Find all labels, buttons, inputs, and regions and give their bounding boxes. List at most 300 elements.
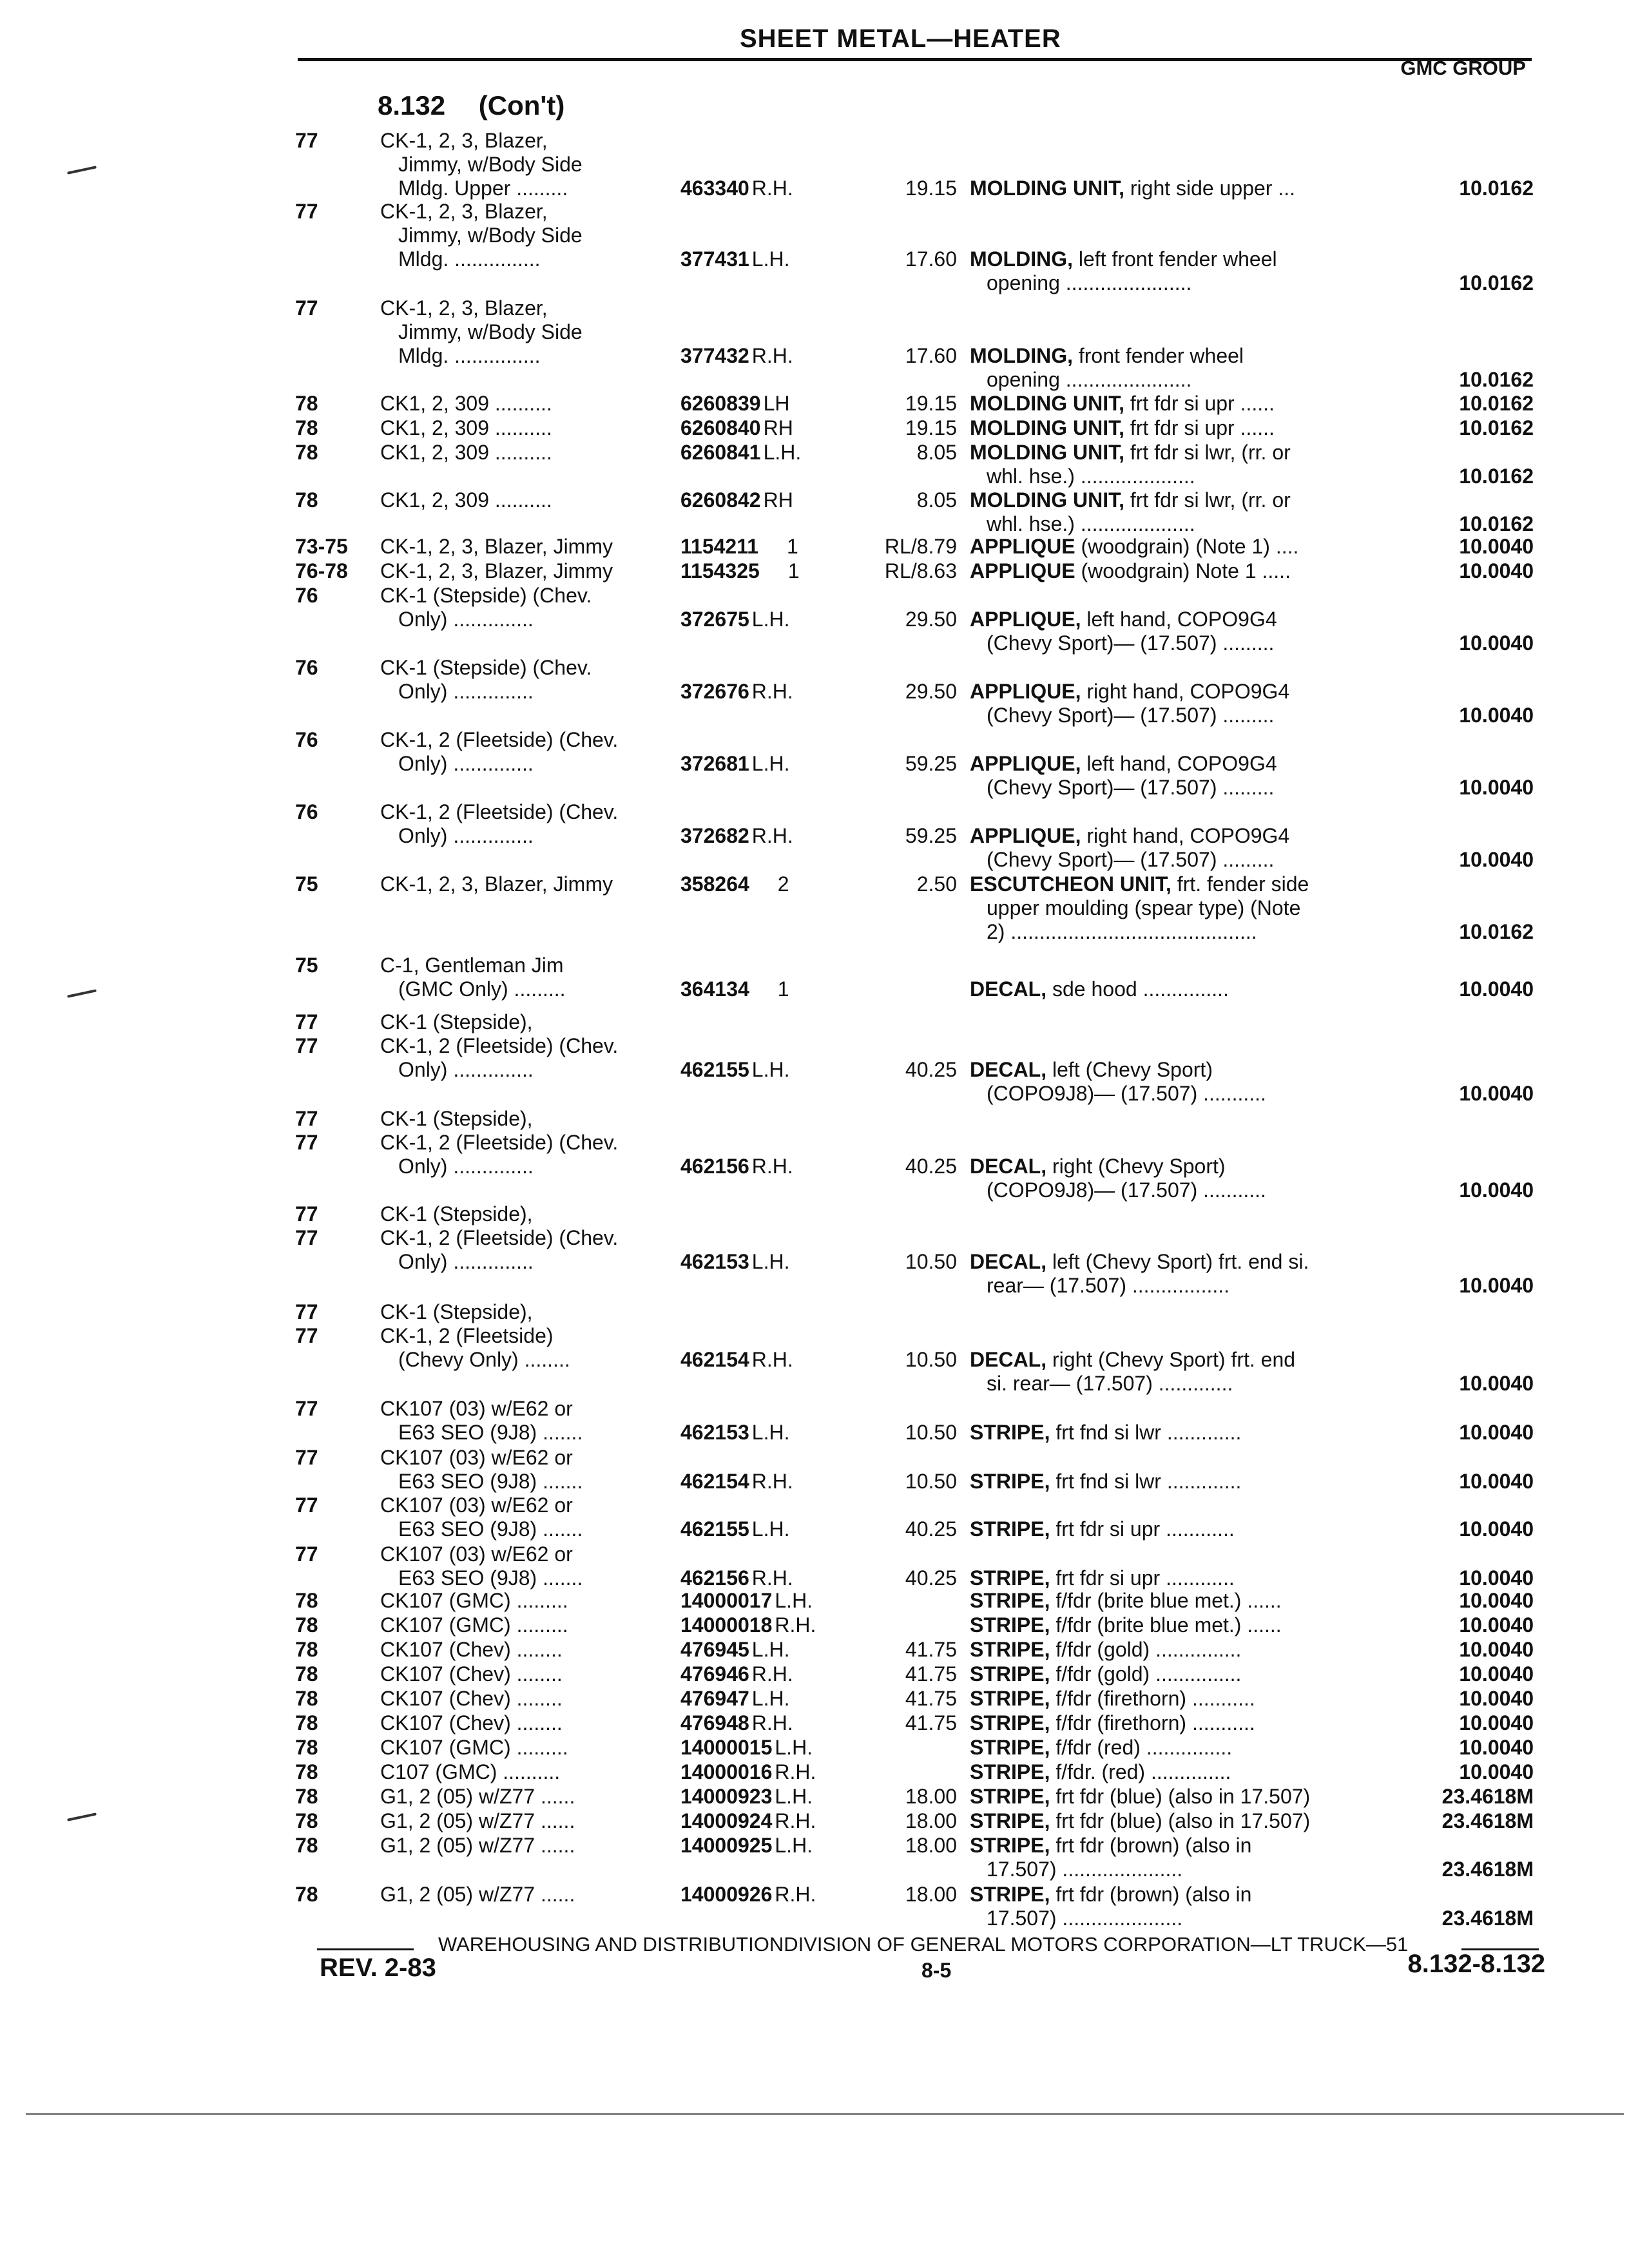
group-number: 10.0040 bbox=[1459, 1470, 1534, 1493]
model-line: CK107 (Chev) ........ bbox=[380, 1711, 563, 1735]
side-indicator: L.H. bbox=[775, 1785, 813, 1808]
model-line: CK-1, 2, 3, Blazer, bbox=[380, 296, 548, 320]
parts-entry bbox=[0, 1687, 1629, 1711]
part-name: STRIPE, bbox=[970, 1566, 1050, 1590]
part-number-cell bbox=[680, 1613, 854, 1637]
part-name: STRIPE, bbox=[970, 1711, 1050, 1735]
description-text: frt fdr si lwr, (rr. or bbox=[1130, 441, 1291, 464]
part-name: STRIPE, bbox=[970, 1470, 1050, 1493]
price: 41.75 bbox=[905, 1687, 957, 1710]
part-number-cell bbox=[680, 559, 854, 583]
year-value: 78 bbox=[295, 416, 318, 439]
part-name: STRIPE, bbox=[970, 1517, 1050, 1541]
description-line bbox=[970, 977, 1395, 1001]
year-value: 77 bbox=[295, 296, 318, 320]
model-line: Only) .............. bbox=[398, 608, 534, 631]
part-number: 1154211 bbox=[680, 535, 759, 558]
price: 18.00 bbox=[905, 1809, 957, 1832]
side-indicator: RH bbox=[763, 488, 793, 512]
group-number: 10.0162 bbox=[1459, 416, 1534, 439]
parts-entry bbox=[0, 1446, 1629, 1494]
year-value: 75 bbox=[295, 954, 318, 977]
part-name: STRIPE, bbox=[970, 1421, 1050, 1444]
section-title bbox=[378, 90, 564, 121]
revision-label: REV. 2-83 bbox=[320, 1954, 436, 1982]
part-description bbox=[970, 680, 1395, 727]
part-number-cell bbox=[680, 488, 854, 512]
side-indicator: L.H. bbox=[751, 1058, 790, 1081]
part-description bbox=[970, 559, 1395, 583]
side-indicator: L.H. bbox=[751, 1250, 790, 1273]
group-number: 10.0040 bbox=[1459, 1372, 1534, 1395]
model-line: CK-1, 2 (Fleetside) (Chev. bbox=[380, 1226, 619, 1249]
year-value: 77 bbox=[295, 1397, 318, 1420]
side-indicator: R.H. bbox=[751, 824, 793, 847]
parts-entry bbox=[0, 1662, 1629, 1686]
price: 18.00 bbox=[905, 1883, 957, 1906]
parts-entry bbox=[0, 296, 1629, 391]
part-number: 377432 bbox=[680, 344, 749, 367]
year-value: 78 bbox=[295, 1638, 318, 1661]
description-line bbox=[970, 1517, 1395, 1541]
model-description bbox=[380, 1687, 664, 1711]
year-value: 78 bbox=[295, 1687, 318, 1710]
description-line bbox=[970, 1058, 1395, 1082]
description-text: right hand, COPO9G4 bbox=[1086, 824, 1290, 847]
section-continued: (Con't) bbox=[478, 90, 565, 120]
description-text: frt fnd si lwr ............. bbox=[1055, 1421, 1242, 1444]
part-name: DECAL, bbox=[970, 1250, 1047, 1273]
section-number: 8.132 bbox=[378, 90, 446, 120]
model-description bbox=[380, 392, 664, 416]
part-name: STRIPE, bbox=[970, 1687, 1050, 1710]
side-indicator: L.H. bbox=[775, 1589, 813, 1612]
model-line: Jimmy, w/Body Side bbox=[398, 153, 583, 176]
part-number-cell bbox=[680, 872, 854, 896]
description-line bbox=[970, 247, 1395, 271]
description-text: f/fdr (gold) ............... bbox=[1055, 1662, 1242, 1686]
model-line: Only) .............. bbox=[398, 752, 534, 775]
part-number: 476946 bbox=[680, 1662, 749, 1686]
description-line bbox=[970, 1858, 1395, 1881]
part-name: DECAL, bbox=[970, 1348, 1047, 1371]
description-text: left (Chevy Sport) frt. end si. bbox=[1052, 1250, 1309, 1273]
model-description bbox=[380, 800, 664, 848]
description-text: (Chevy Sport)— (17.507) ......... bbox=[987, 848, 1275, 871]
model-line: CK107 (Chev) ........ bbox=[380, 1662, 563, 1686]
price: 29.50 bbox=[905, 608, 957, 631]
part-number: 377431 bbox=[680, 247, 749, 271]
parts-entry bbox=[0, 1397, 1629, 1445]
part-number: 14000924 bbox=[680, 1809, 773, 1832]
parts-entry bbox=[0, 728, 1629, 799]
price: 2.50 bbox=[916, 872, 957, 896]
part-number-cell bbox=[680, 1638, 854, 1662]
description-text: whl. hse.) .................... bbox=[987, 465, 1195, 488]
part-number-cell bbox=[680, 1348, 854, 1372]
group-number: 10.0040 bbox=[1459, 1711, 1534, 1735]
model-line: E63 SEO (9J8) ....... bbox=[398, 1566, 583, 1590]
part-name: DECAL, bbox=[970, 1155, 1047, 1178]
description-text: f/fdr (gold) ............... bbox=[1055, 1638, 1242, 1661]
part-number-cell bbox=[680, 416, 854, 440]
side-indicator: L.H. bbox=[751, 1687, 790, 1710]
part-name: STRIPE, bbox=[970, 1638, 1050, 1661]
part-number-cell bbox=[680, 177, 854, 200]
model-line: Mldg. Upper ......... bbox=[398, 177, 568, 200]
quantity: 2 bbox=[777, 872, 789, 896]
description-line bbox=[970, 1274, 1395, 1298]
model-description bbox=[380, 1809, 664, 1833]
description-line bbox=[970, 1736, 1395, 1760]
parts-entry bbox=[0, 584, 1629, 655]
description-line bbox=[970, 824, 1395, 848]
part-description bbox=[970, 392, 1395, 416]
description-text: right hand, COPO9G4 bbox=[1086, 680, 1290, 703]
price: 10.50 bbox=[905, 1470, 957, 1493]
model-description bbox=[380, 1300, 664, 1372]
year-value: 78 bbox=[295, 392, 318, 415]
model-line: CK1, 2, 309 .......... bbox=[380, 392, 552, 415]
part-description bbox=[970, 1687, 1395, 1711]
side-indicator: R.H. bbox=[751, 177, 793, 200]
description-line bbox=[970, 1662, 1395, 1686]
description-text: frt fdr si upr ............ bbox=[1055, 1566, 1235, 1590]
model-line: CK-1, 2, 3, Blazer, Jimmy bbox=[380, 535, 613, 558]
price: 17.60 bbox=[905, 344, 957, 367]
description-line bbox=[970, 1589, 1395, 1613]
parts-entry bbox=[0, 1010, 1629, 1105]
part-number-cell bbox=[680, 1058, 854, 1082]
description-line bbox=[970, 559, 1395, 583]
model-line: CK107 (03) w/E62 or bbox=[380, 1494, 573, 1517]
description-line bbox=[970, 1613, 1395, 1637]
part-number: 14000015 bbox=[680, 1736, 773, 1759]
footer-rule bbox=[317, 1948, 414, 1950]
year-value: 78 bbox=[295, 1760, 318, 1783]
model-line: CK-1 (Stepside) (Chev. bbox=[380, 584, 592, 607]
part-number: 372681 bbox=[680, 752, 749, 775]
description-line bbox=[970, 776, 1395, 800]
model-description bbox=[380, 728, 664, 776]
part-name: STRIPE, bbox=[970, 1662, 1050, 1686]
model-line: CK-1 (Stepside), bbox=[380, 1202, 533, 1225]
model-line: (GMC Only) ......... bbox=[398, 977, 566, 1001]
part-number-cell bbox=[680, 1711, 854, 1735]
model-description bbox=[380, 1662, 664, 1686]
group-number: 23.4618M bbox=[1441, 1809, 1534, 1832]
part-number-cell bbox=[680, 608, 854, 631]
group-number: 10.0040 bbox=[1459, 704, 1534, 727]
part-number: 462155 bbox=[680, 1517, 749, 1541]
parts-entry bbox=[0, 872, 1629, 944]
model-line: CK107 (GMC) ......... bbox=[380, 1613, 568, 1637]
description-text: front fender wheel bbox=[1078, 344, 1244, 367]
year-value: 77 bbox=[295, 1542, 318, 1566]
description-line bbox=[970, 1907, 1395, 1930]
parts-entry bbox=[0, 1883, 1629, 1930]
part-number: 462156 bbox=[680, 1566, 749, 1590]
year-value: 78 bbox=[295, 1883, 318, 1906]
model-description bbox=[380, 441, 664, 465]
model-line: CK107 (03) w/E62 or bbox=[380, 1446, 573, 1469]
model-description bbox=[380, 1107, 664, 1178]
model-description bbox=[380, 1834, 664, 1858]
part-description bbox=[970, 1421, 1395, 1445]
part-description bbox=[970, 977, 1395, 1001]
price: RL/8.79 bbox=[884, 535, 957, 558]
price: 29.50 bbox=[905, 680, 957, 703]
side-indicator: R.H. bbox=[775, 1613, 816, 1637]
part-name: STRIPE, bbox=[970, 1589, 1050, 1612]
description-text: right (Chevy Sport) bbox=[1052, 1155, 1226, 1178]
year-value: 77 bbox=[295, 1034, 318, 1057]
price: 40.25 bbox=[905, 1058, 957, 1081]
part-number-cell bbox=[680, 1517, 854, 1541]
part-description bbox=[970, 1470, 1395, 1494]
year-value: 78 bbox=[295, 1613, 318, 1637]
description-text: whl. hse.) .................... bbox=[987, 512, 1195, 535]
description-line bbox=[970, 1638, 1395, 1662]
part-description bbox=[970, 1760, 1395, 1784]
group-number: 10.0162 bbox=[1459, 271, 1534, 294]
model-line: Only) .............. bbox=[398, 824, 534, 847]
year-value: 76 bbox=[295, 584, 318, 607]
part-number-cell bbox=[680, 1809, 854, 1833]
model-description bbox=[380, 1542, 664, 1590]
model-description bbox=[380, 129, 664, 200]
parts-entry bbox=[0, 1760, 1629, 1784]
model-description bbox=[380, 656, 664, 704]
part-name: APPLIQUE bbox=[970, 535, 1075, 558]
description-line bbox=[970, 177, 1395, 200]
part-number: 476947 bbox=[680, 1687, 749, 1710]
model-line: CK-1, 2, 3, Blazer, Jimmy bbox=[380, 559, 613, 582]
model-description bbox=[380, 1785, 664, 1809]
model-description bbox=[380, 1010, 664, 1082]
description-text: 17.507) ..................... bbox=[987, 1858, 1183, 1881]
part-name: MOLDING UNIT, bbox=[970, 416, 1124, 439]
model-line: CK-1, 2, 3, Blazer, bbox=[380, 200, 548, 223]
description-line bbox=[970, 465, 1395, 488]
part-name: APPLIQUE bbox=[970, 559, 1075, 582]
part-name: MOLDING UNIT, bbox=[970, 441, 1124, 464]
group-number: 10.0040 bbox=[1459, 1589, 1534, 1612]
part-number: 462154 bbox=[680, 1470, 749, 1493]
model-description bbox=[380, 1711, 664, 1735]
parts-entry bbox=[0, 1736, 1629, 1760]
group-number: 10.0040 bbox=[1459, 1760, 1534, 1783]
description-text: (COPO9J8)— (17.507) ........... bbox=[987, 1082, 1266, 1105]
part-number-cell bbox=[680, 1421, 854, 1445]
price: 19.15 bbox=[905, 416, 957, 439]
group-number: 10.0040 bbox=[1459, 1613, 1534, 1637]
part-description bbox=[970, 1809, 1395, 1833]
model-description bbox=[380, 488, 664, 512]
description-line bbox=[970, 1082, 1395, 1106]
part-number-cell bbox=[680, 247, 854, 271]
model-line: CK1, 2, 309 .......... bbox=[380, 416, 552, 439]
description-text: frt. fender side bbox=[1177, 872, 1309, 896]
group-number: 10.0040 bbox=[1459, 1421, 1534, 1444]
group-number: 10.0040 bbox=[1459, 1517, 1534, 1541]
model-description bbox=[380, 954, 664, 1001]
model-line: CK-1 (Stepside), bbox=[380, 1107, 533, 1130]
side-indicator: L.H. bbox=[775, 1834, 813, 1857]
parts-entry bbox=[0, 488, 1629, 536]
description-text: frt fdr (blue) (also in 17.507) bbox=[1055, 1809, 1311, 1832]
part-description bbox=[970, 1566, 1395, 1590]
part-number-cell bbox=[680, 392, 854, 416]
parts-entry bbox=[0, 441, 1629, 488]
group-number: 10.0040 bbox=[1459, 776, 1534, 799]
price: 41.75 bbox=[905, 1638, 957, 1661]
year-value: 77 bbox=[295, 1446, 318, 1469]
group-number: 10.0040 bbox=[1459, 559, 1534, 582]
page-number: 8-5 bbox=[921, 1959, 952, 1982]
side-indicator: R.H. bbox=[751, 1662, 793, 1686]
description-text: f/fdr (firethorn) ........... bbox=[1055, 1711, 1255, 1735]
model-line: CK-1 (Stepside), bbox=[380, 1300, 533, 1323]
parts-entry bbox=[0, 1107, 1629, 1202]
year-value: 77 bbox=[295, 1324, 318, 1347]
description-text: (Chevy Sport)— (17.507) ......... bbox=[987, 704, 1275, 727]
model-line: G1, 2 (05) w/Z77 ...... bbox=[380, 1809, 575, 1832]
description-line bbox=[970, 1883, 1395, 1907]
description-line bbox=[970, 392, 1395, 416]
side-indicator: R.H. bbox=[751, 344, 793, 367]
price: 8.05 bbox=[916, 441, 957, 464]
header-rule bbox=[298, 58, 1532, 61]
part-description bbox=[970, 824, 1395, 872]
year-value: 76 bbox=[295, 800, 318, 823]
group-number: 10.0040 bbox=[1459, 977, 1534, 1001]
description-text: left front fender wheel bbox=[1078, 247, 1277, 271]
section-reference: 8.132-8.132 bbox=[1407, 1950, 1545, 1978]
part-number: 14000018 bbox=[680, 1613, 773, 1637]
part-name: MOLDING UNIT, bbox=[970, 392, 1124, 415]
model-line: (Chevy Only) ........ bbox=[398, 1348, 570, 1371]
part-number: 462153 bbox=[680, 1421, 749, 1444]
model-description bbox=[380, 1494, 664, 1541]
price: 10.50 bbox=[905, 1348, 957, 1371]
part-name: MOLDING, bbox=[970, 344, 1073, 367]
part-description bbox=[970, 1834, 1395, 1881]
side-indicator: R.H. bbox=[751, 1155, 793, 1178]
price: 59.25 bbox=[905, 824, 957, 847]
description-text: opening ...................... bbox=[987, 368, 1192, 391]
description-text: f/fdr (brite blue met.) ...... bbox=[1055, 1589, 1282, 1612]
model-description bbox=[380, 296, 664, 368]
description-text: rear— (17.507) ................. bbox=[987, 1274, 1230, 1297]
description-line bbox=[970, 1421, 1395, 1445]
part-name: MOLDING UNIT, bbox=[970, 488, 1124, 512]
year-value: 77 bbox=[295, 1107, 318, 1130]
description-line bbox=[970, 872, 1395, 896]
description-line bbox=[970, 608, 1395, 631]
model-line: CK-1, 2, 3, Blazer, bbox=[380, 129, 548, 152]
model-line: CK-1 (Stepside) (Chev. bbox=[380, 656, 592, 679]
quantity: 1 bbox=[787, 559, 800, 582]
model-line: C-1, Gentleman Jim bbox=[380, 954, 564, 977]
price: 19.15 bbox=[905, 392, 957, 415]
model-description bbox=[380, 200, 664, 271]
part-description bbox=[970, 872, 1395, 944]
part-number: 6260839 bbox=[680, 392, 761, 415]
year-value: 78 bbox=[295, 1711, 318, 1735]
part-description bbox=[970, 344, 1395, 392]
part-description bbox=[970, 535, 1395, 559]
part-number-cell bbox=[680, 752, 854, 776]
part-number: 14000925 bbox=[680, 1834, 773, 1857]
year-value: 77 bbox=[295, 1202, 318, 1225]
part-description bbox=[970, 1348, 1395, 1396]
description-text: right side upper ... bbox=[1130, 177, 1296, 200]
part-number-cell bbox=[680, 1883, 854, 1907]
price: 40.25 bbox=[905, 1566, 957, 1590]
model-line: Only) .............. bbox=[398, 1058, 534, 1081]
price: 19.15 bbox=[905, 177, 957, 200]
part-number: 476945 bbox=[680, 1638, 749, 1661]
year-value: 76-78 bbox=[295, 559, 348, 582]
group-number: 10.0162 bbox=[1459, 177, 1534, 200]
part-number: 358264 bbox=[680, 872, 749, 896]
part-number-cell bbox=[680, 344, 854, 368]
part-description bbox=[970, 488, 1395, 536]
group-number: 10.0162 bbox=[1459, 920, 1534, 943]
group-number: 10.0040 bbox=[1459, 1082, 1534, 1105]
year-value: 77 bbox=[295, 1010, 318, 1033]
part-description bbox=[970, 1517, 1395, 1541]
year-value: 78 bbox=[295, 1834, 318, 1857]
parts-entry bbox=[0, 535, 1629, 559]
description-line bbox=[970, 920, 1395, 944]
year-value: 77 bbox=[295, 200, 318, 223]
side-indicator: L.H. bbox=[751, 752, 790, 775]
description-line bbox=[970, 1687, 1395, 1711]
part-name: STRIPE, bbox=[970, 1785, 1050, 1808]
description-line bbox=[970, 752, 1395, 776]
description-line bbox=[970, 488, 1395, 512]
description-text: frt fdr si upr ...... bbox=[1130, 416, 1275, 439]
side-indicator: L.H. bbox=[751, 608, 790, 631]
model-description bbox=[380, 584, 664, 631]
group-number: 10.0040 bbox=[1459, 631, 1534, 655]
model-description bbox=[380, 1883, 664, 1907]
model-line: Jimmy, w/Body Side bbox=[398, 320, 583, 343]
model-description bbox=[380, 1613, 664, 1637]
parts-entry bbox=[0, 200, 1629, 294]
part-number-cell bbox=[680, 1736, 854, 1760]
parts-entry bbox=[0, 954, 1629, 1001]
description-line bbox=[970, 416, 1395, 440]
model-line: CK-1, 2, 3, Blazer, Jimmy bbox=[380, 872, 613, 896]
part-description bbox=[970, 1250, 1395, 1298]
description-line bbox=[970, 1834, 1395, 1858]
part-number-cell bbox=[680, 1785, 854, 1809]
description-text: frt fnd si lwr ............. bbox=[1055, 1470, 1242, 1493]
price: 10.50 bbox=[905, 1250, 957, 1273]
part-name: DECAL, bbox=[970, 977, 1047, 1001]
description-text: (woodgrain) (Note 1) .... bbox=[1081, 535, 1299, 558]
quantity: 1 bbox=[777, 977, 789, 1001]
page-header-title: SHEET METAL—HEATER bbox=[740, 24, 1061, 53]
year-value: 76 bbox=[295, 728, 318, 751]
model-line: CK-1, 2 (Fleetside) (Chev. bbox=[380, 800, 619, 823]
part-number-cell bbox=[680, 1250, 854, 1274]
part-number: 14000016 bbox=[680, 1760, 773, 1783]
part-description bbox=[970, 1711, 1395, 1735]
